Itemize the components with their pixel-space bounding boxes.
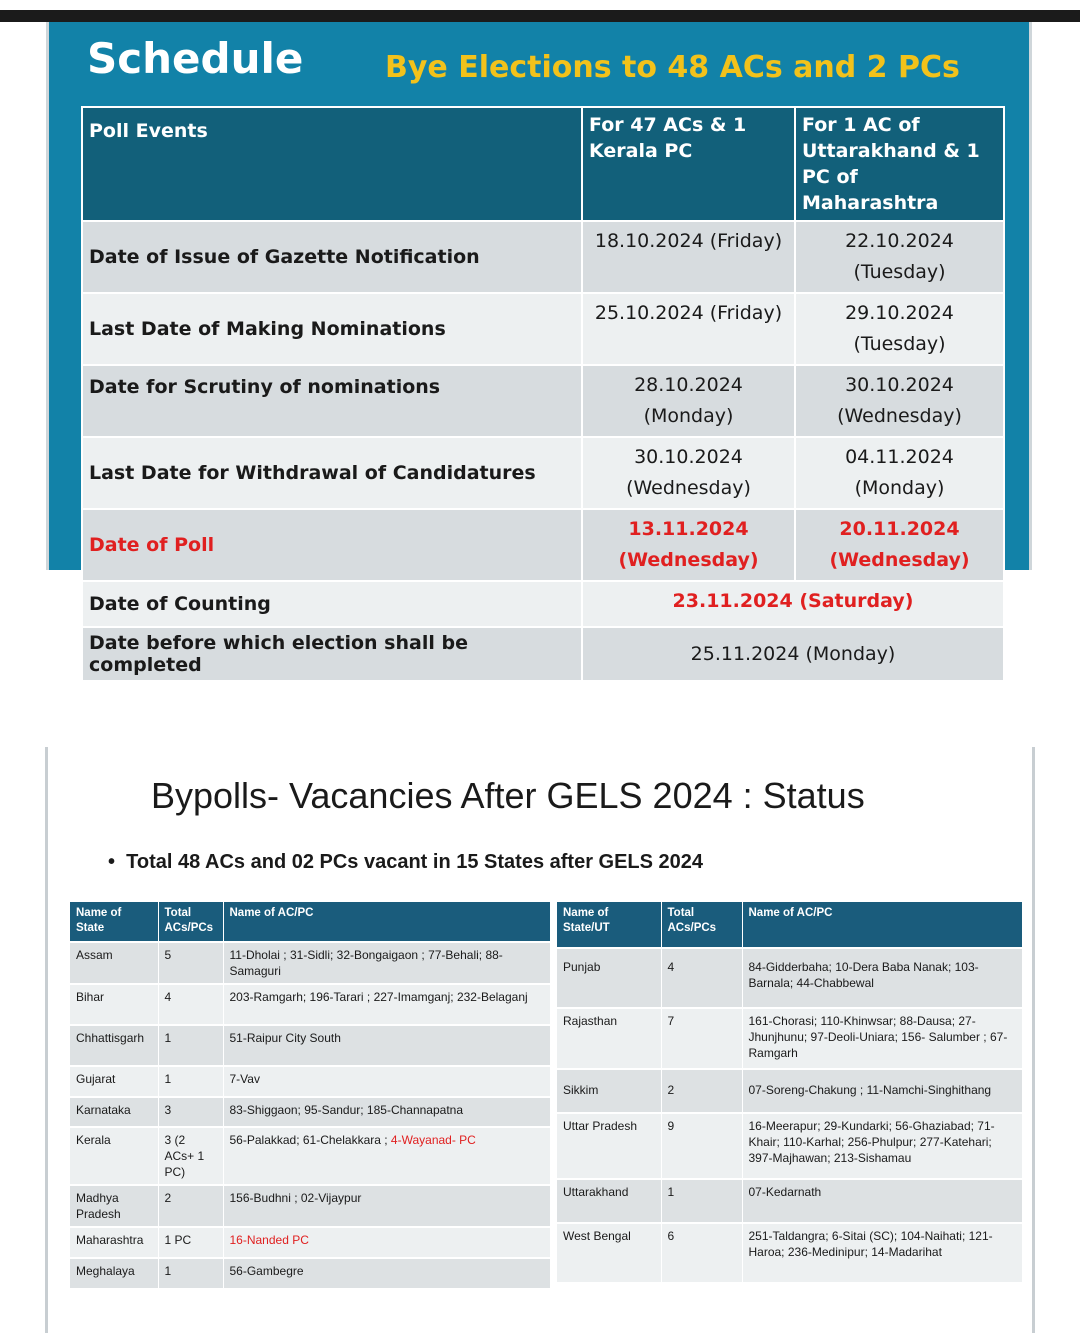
table-row <box>557 1113 1022 1179</box>
left-vacancy-table <box>70 902 551 1290</box>
state-cell: Kerala <box>70 1127 158 1185</box>
table-row <box>557 1223 1022 1283</box>
table-row <box>557 1008 1022 1069</box>
top-bar <box>0 10 1080 22</box>
total-cell: 3 <box>158 1097 223 1127</box>
names-cell: 161-Chorasi; 110-Khinwsar; 88-Dausa; 27-Jhunjhunu; 97-Deoli-Uniara; 156- Salumber ; 67-Ramgarh <box>742 1008 1022 1069</box>
names-cell: 56-Gambegre <box>223 1258 550 1289</box>
bullet-dot: • <box>108 851 127 873</box>
schedule-row-counting <box>82 581 1004 627</box>
bypolls-bullet <box>108 851 703 874</box>
right-vacancy-table <box>557 902 1023 1284</box>
names-red-text: 4-Wayanad- PC <box>390 1133 476 1147</box>
event-date-col2: 04.11.2024 (Monday) <box>795 437 1004 509</box>
state-cell: Uttar Pradesh <box>557 1113 661 1179</box>
table-row <box>70 984 550 1025</box>
header-names: Name of AC/PC <box>223 902 550 942</box>
event-label: Date of Issue of Gazette Notification <box>82 221 582 293</box>
header-names: Name of AC/PC <box>742 902 1022 948</box>
table-row <box>70 1258 550 1289</box>
names-cell: 16-Meerapur; 29-Kundarki; 56-Ghaziabad; 71-Khair; 110-Karhal; 256-Phulpur; 277-Katehari; 397-Majhawan; 213-Sishamau <box>742 1113 1022 1179</box>
header-poll-events: Poll Events <box>82 107 582 221</box>
left-header-row <box>70 902 550 942</box>
schedule-header-row <box>82 107 1004 221</box>
event-date-merged: 23.11.2024 (Saturday) <box>582 581 1004 627</box>
state-cell: Madhya Pradesh <box>70 1185 158 1227</box>
state-cell: Maharashtra <box>70 1227 158 1258</box>
event-date-col1: 18.10.2024 (Friday) <box>582 221 795 293</box>
table-row <box>70 1227 550 1258</box>
schedule-row <box>82 221 1004 293</box>
names-cell: 84-Gidderbaha; 10-Dera Baba Nanak; 103-Barnala; 44-Chabbewal <box>742 948 1022 1008</box>
table-row <box>70 1097 550 1127</box>
total-cell: 2 <box>661 1069 742 1113</box>
names-cell: 7-Vav <box>223 1066 550 1097</box>
state-cell: West Bengal <box>557 1223 661 1283</box>
total-cell: 3 (2 ACs+ 1 PC) <box>158 1127 223 1185</box>
event-date-col1: 25.10.2024 (Friday) <box>582 293 795 365</box>
names-cell: 203-Ramgarh; 196-Tarari ; 227-Imamganj; 232-Belaganj <box>223 984 550 1025</box>
names-cell: 156-Budhni ; 02-Vijaypur <box>223 1185 550 1227</box>
schedule-slide <box>46 22 1032 676</box>
event-label: Date of Poll <box>82 509 582 581</box>
schedule-row-poll <box>82 509 1004 581</box>
event-date-col2: 29.10.2024 (Tuesday) <box>795 293 1004 365</box>
state-cell: Rajasthan <box>557 1008 661 1069</box>
table-row <box>70 1127 550 1185</box>
header-total: Total ACs/PCs <box>158 902 223 942</box>
total-cell: 4 <box>661 948 742 1008</box>
event-label: Date for Scrutiny of nominations <box>82 365 582 437</box>
table-row <box>70 1066 550 1097</box>
state-cell: Assam <box>70 942 158 984</box>
event-date-col1: 13.11.2024 (Wednesday) <box>582 509 795 581</box>
table-row <box>70 942 550 984</box>
state-cell: Meghalaya <box>70 1258 158 1289</box>
names-cell: 11-Dholai ; 31-Sidli; 32-Bongaigaon ; 77-Behali; 88-Samaguri <box>223 942 550 984</box>
state-cell: Punjab <box>557 948 661 1008</box>
names-red-text: 16-Nanded PC <box>229 1233 309 1247</box>
table-row <box>557 1069 1022 1113</box>
state-cell: Karnataka <box>70 1097 158 1127</box>
schedule-row <box>82 293 1004 365</box>
total-cell: 4 <box>158 984 223 1025</box>
total-cell: 7 <box>661 1008 742 1069</box>
names-cell: 251-Taldangra; 6-Sitai (SC); 104-Naihati; 121-Haroa; 236-Medinipur; 14-Madarihat <box>742 1223 1022 1283</box>
header-col2: For 1 AC of Uttarakhand & 1 PC of Maharashtra <box>795 107 1004 221</box>
event-date-merged: 25.11.2024 (Monday) <box>582 627 1004 681</box>
event-date-col2: 30.10.2024 (Wednesday) <box>795 365 1004 437</box>
names-cell: 07-Kedarnath <box>742 1179 1022 1223</box>
names-cell <box>223 1127 550 1185</box>
schedule-row <box>82 437 1004 509</box>
total-cell: 1 <box>158 1025 223 1066</box>
total-cell: 5 <box>158 942 223 984</box>
header-state: Name of State/UT <box>557 902 661 948</box>
names-cell: 51-Raipur City South <box>223 1025 550 1066</box>
event-date-col1: 30.10.2024 (Wednesday) <box>582 437 795 509</box>
event-label: Date before which election shall be completed <box>82 627 582 681</box>
header-total: Total ACs/PCs <box>661 902 742 948</box>
total-cell: 1 <box>661 1179 742 1223</box>
total-cell: 6 <box>661 1223 742 1283</box>
table-row <box>70 1185 550 1227</box>
event-label: Date of Counting <box>82 581 582 627</box>
bypolls-slide <box>45 747 1035 1333</box>
state-cell: Chhattisgarh <box>70 1025 158 1066</box>
schedule-row <box>82 365 1004 437</box>
bypolls-title: Bypolls- Vacancies After GELS 2024 : Status <box>151 775 865 816</box>
names-cell: 83-Shiggaon; 95-Sandur; 185-Channapatna <box>223 1097 550 1127</box>
total-cell: 1 PC <box>158 1227 223 1258</box>
total-cell: 2 <box>158 1185 223 1227</box>
total-cell: 1 <box>158 1258 223 1289</box>
table-row <box>70 1025 550 1066</box>
schedule-title: Schedule <box>87 34 304 83</box>
schedule-table <box>81 106 1005 682</box>
total-cell: 9 <box>661 1113 742 1179</box>
state-cell: Uttarakhand <box>557 1179 661 1223</box>
state-cell: Sikkim <box>557 1069 661 1113</box>
names-cell: 07-Soreng-Chakung ; 11-Namchi-Singhithang <box>742 1069 1022 1113</box>
right-header-row <box>557 902 1022 948</box>
names-text: 56-Palakkad; 61-Chelakkara ; <box>229 1133 391 1147</box>
header-col1: For 47 ACs & 1 Kerala PC <box>582 107 795 221</box>
state-cell: Gujarat <box>70 1066 158 1097</box>
schedule-subtitle: Bye Elections to 48 ACs and 2 PCs <box>385 50 960 85</box>
table-row <box>557 948 1022 1008</box>
state-cell: Bihar <box>70 984 158 1025</box>
event-date-col2: 20.11.2024 (Wednesday) <box>795 509 1004 581</box>
total-cell: 1 <box>158 1066 223 1097</box>
event-date-col1: 28.10.2024 (Monday) <box>582 365 795 437</box>
names-cell <box>223 1227 550 1258</box>
header-state: Name of State <box>70 902 158 942</box>
bullet-text: Total 48 ACs and 02 PCs vacant in 15 States after GELS 2024 <box>126 851 704 873</box>
event-label: Last Date of Making Nominations <box>82 293 582 365</box>
event-label: Last Date for Withdrawal of Candidatures <box>82 437 582 509</box>
event-date-col2: 22.10.2024 (Tuesday) <box>795 221 1004 293</box>
table-row <box>557 1179 1022 1223</box>
schedule-row <box>82 627 1004 681</box>
